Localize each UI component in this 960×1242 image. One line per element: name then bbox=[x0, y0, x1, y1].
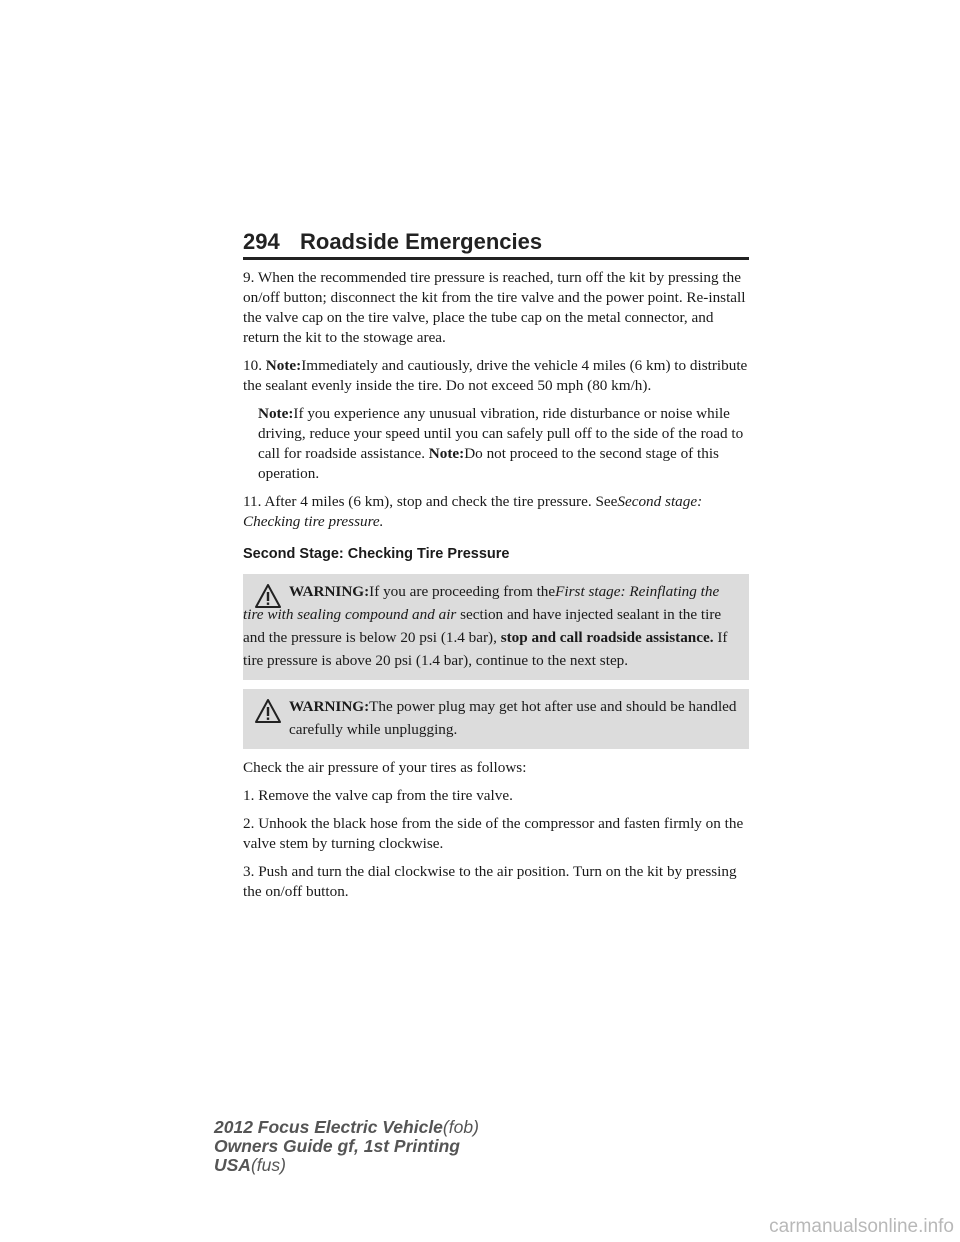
step-10 bbox=[243, 356, 749, 396]
warning-text-2: section and have injected sealant in the tire and the pressure is below 20 psi (1.4 bar), bbox=[243, 606, 722, 646]
section-heading: Second Stage: Checking Tire Pressure bbox=[243, 546, 510, 562]
warning-box-sealant bbox=[243, 574, 749, 680]
warning-label: WARNING: bbox=[289, 698, 370, 715]
print-footer bbox=[214, 1118, 479, 1175]
footer-model: 2012 Focus Electric Vehicle bbox=[214, 1117, 443, 1137]
header-rule bbox=[243, 257, 749, 260]
warning-box-power-plug bbox=[243, 689, 749, 749]
check-step-1: 1. Remove the valve cap from the tire valve. bbox=[243, 787, 513, 804]
warning-label: WARNING: bbox=[289, 583, 370, 600]
check-step-3: 3. Push and turn the dial clockwise to the air position. Turn on the kit by pressing the on/off button. bbox=[243, 863, 737, 900]
footer-market-code: (fus) bbox=[250, 1155, 286, 1175]
warning-bold-text: stop and call roadside assistance. bbox=[500, 629, 714, 646]
step-10-note-label: Note: bbox=[265, 357, 302, 374]
warning-text: The power plug may get hot after use and should be handled carefully while unplugging. bbox=[289, 698, 737, 738]
warning-reference: First stage: Reinflating the tire with sealing compound and air bbox=[243, 583, 720, 623]
watermark: carmanualsonline.info bbox=[769, 1216, 954, 1237]
warning-triangle-icon bbox=[255, 699, 281, 723]
step-11-reference: Second stage: Checking tire pressure. bbox=[243, 493, 703, 530]
warning-text-3: If tire pressure is above 20 psi (1.4 bar), continue to the next step. bbox=[243, 629, 728, 669]
footer-model-code: (fob) bbox=[442, 1117, 479, 1137]
section-title: Roadside Emergencies bbox=[300, 229, 543, 254]
driving-note-label: Note: bbox=[258, 405, 294, 422]
check-step-2: 2. Unhook the black hose from the side of the compressor and fasten firmly on the valve stem by turning clockwise. bbox=[243, 815, 744, 852]
step-11 bbox=[243, 492, 749, 532]
step-10-number: 10. bbox=[243, 357, 262, 374]
step-10-text: Immediately and cautiously, drive the vehicle 4 miles (6 km) to distribute the sealant evenly inside the tire. Do not exceed 50 mph (80 km/h). bbox=[243, 357, 748, 394]
driving-note2-label: Note: bbox=[428, 445, 465, 462]
driving-note2-text: Do not proceed to the second stage of this operation. bbox=[258, 445, 719, 482]
footer-market: USA bbox=[214, 1155, 251, 1175]
page-header bbox=[243, 229, 749, 263]
step-9: 9. When the recommended tire pressure is reached, turn off the kit by pressing the on/off button; disconnect the kit from the tire valve and the power point. Re-install the valve cap on the tire valve, place the tube cap on the metal connector, and return the kit to the stowage area. bbox=[243, 269, 746, 346]
driving-note-text: If you experience any unusual vibration, ride disturbance or noise while driving, reduce your speed until you can safely pull off to the side of the road to call for roadside assistance. bbox=[258, 405, 744, 462]
page-body bbox=[243, 268, 749, 910]
step-11-text: 11. After 4 miles (6 km), stop and check the tire pressure. See bbox=[243, 493, 618, 510]
driving-note bbox=[243, 404, 749, 484]
page-number: 294 bbox=[243, 229, 280, 254]
footer-guide: Owners Guide gf, 1st Printing bbox=[214, 1136, 460, 1156]
warning-triangle-icon bbox=[255, 584, 281, 608]
check-intro: Check the air pressure of your tires as follows: bbox=[243, 759, 527, 776]
warning-text: If you are proceeding from the bbox=[369, 583, 556, 600]
